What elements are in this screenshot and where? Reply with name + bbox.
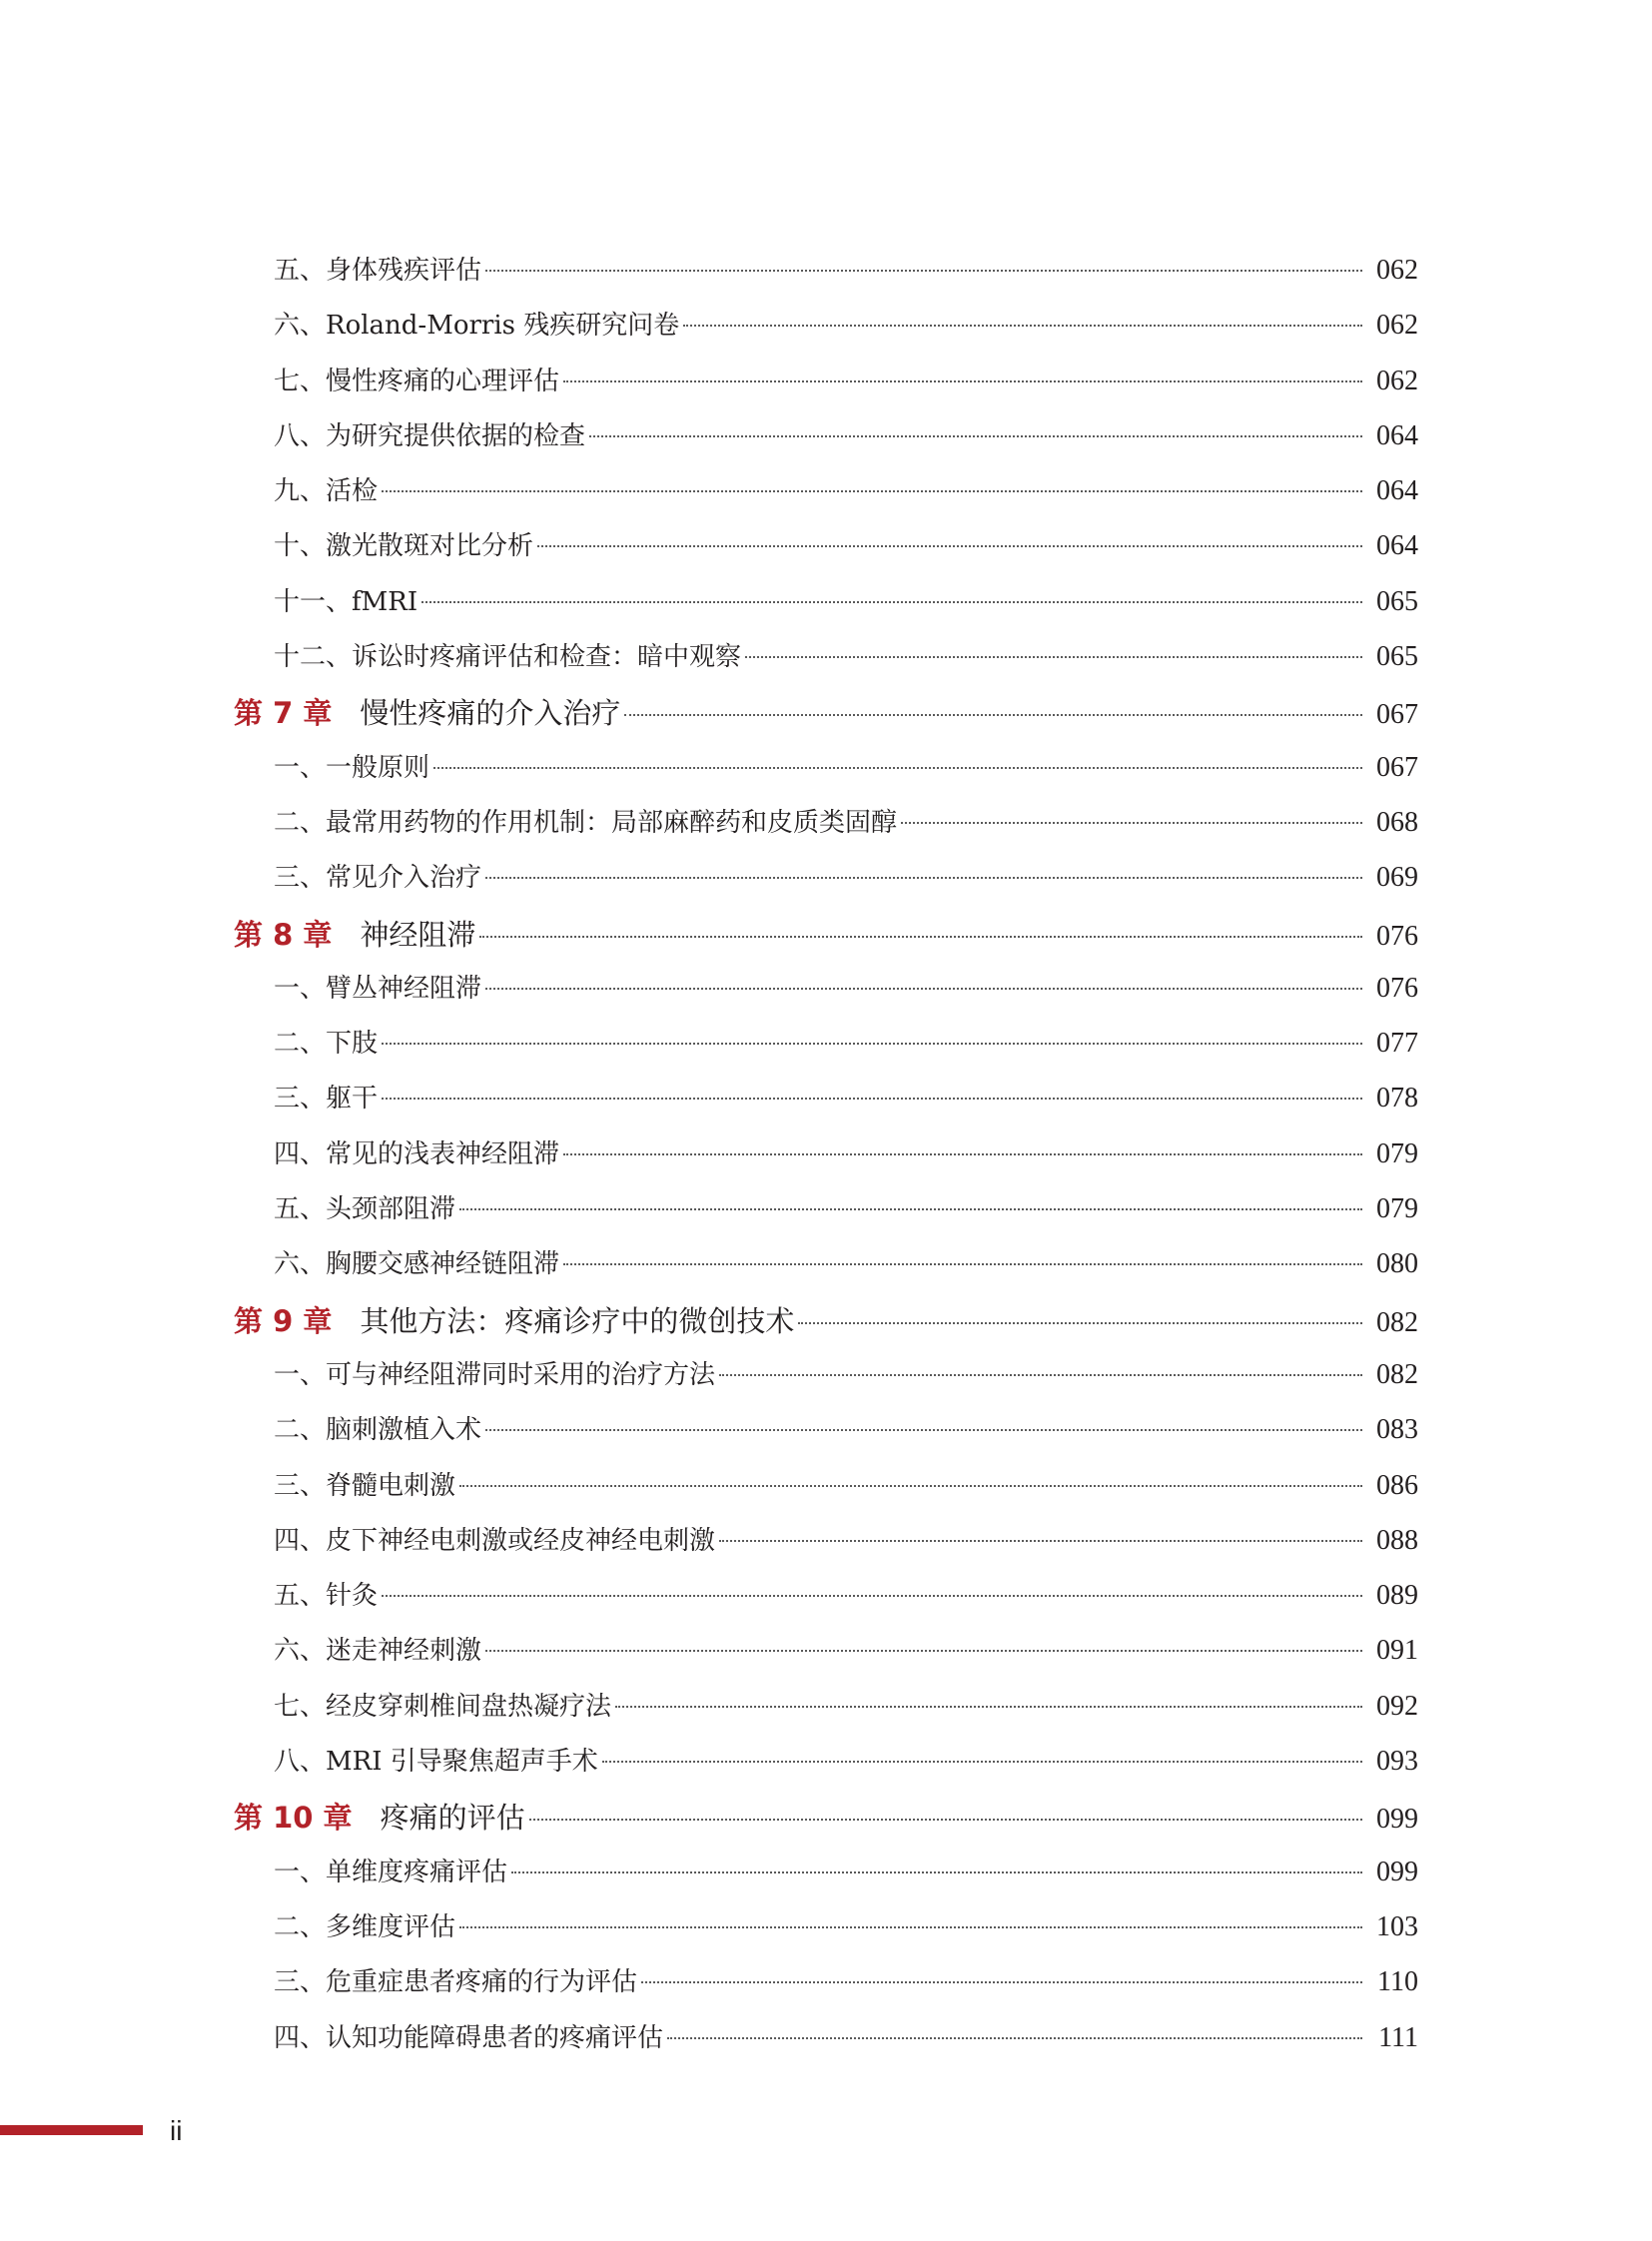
section-title: 七、慢性疼痛的心理评估 [274,366,560,396]
toc-section-entry[interactable] [234,415,1418,470]
toc-chapter-entry[interactable] [234,691,1418,746]
page-number: 093 [1376,1746,1418,1778]
section-title: 一、臂丛神经阻滞 [274,973,482,1004]
section-title: 五、头颈部阻滞 [274,1194,456,1225]
toc-section-entry[interactable] [234,361,1418,415]
section-title: 四、常见的浅表神经阻滞 [274,1138,560,1169]
dot-leader [589,435,1362,437]
footer-page-number: ii [170,2115,183,2146]
toc-chapter-entry[interactable] [234,1796,1418,1851]
toc-section-entry[interactable] [234,1133,1418,1188]
section-title: 三、脊髓电刺激 [274,1470,456,1501]
page-number: 091 [1376,1635,1418,1667]
section-title: 一、可与神经阻滞同时采用的治疗方法 [274,1359,716,1390]
toc-section-entry[interactable] [234,1906,1418,1961]
footer-accent-bar [0,2125,143,2135]
dot-leader [641,1981,1362,1983]
dot-leader [719,1540,1362,1542]
dot-leader [615,1706,1362,1708]
dot-leader [563,1263,1362,1265]
toc-section-entry[interactable] [234,1575,1418,1630]
page-number: 092 [1376,1690,1418,1722]
dot-leader [745,656,1362,658]
dot-leader [624,714,1362,716]
section-title: 二、脑刺激植入术 [274,1415,482,1446]
section-title: 七、经皮穿刺椎间盘热凝疗法 [274,1691,612,1722]
toc-section-entry[interactable] [234,1961,1418,2016]
toc-section-entry[interactable] [234,581,1418,636]
section-title: 三、常见介入治疗 [274,863,482,894]
page-number: 062 [1376,310,1418,342]
page-number: 077 [1376,1028,1418,1060]
page-number: 083 [1376,1414,1418,1446]
page-number: 082 [1376,1306,1418,1338]
chapter-title: 其他方法：疼痛诊疗中的微创技术 [360,1303,795,1338]
dot-leader [382,1043,1362,1045]
toc-section-entry[interactable] [234,305,1418,360]
dot-leader [421,601,1362,603]
section-title: 四、皮下神经电刺激或经皮神经电刺激 [274,1525,716,1556]
chapter-title: 疼痛的评估 [380,1801,525,1836]
toc-section-entry[interactable] [234,636,1418,691]
page-number: 099 [1376,1804,1418,1836]
section-title: 十二、诉讼时疼痛评估和检查：暗中观察 [274,642,742,673]
page-number: 064 [1376,530,1418,562]
toc-section-entry[interactable] [234,1852,1418,1906]
toc-section-entry[interactable] [234,525,1418,580]
section-title: 二、多维度评估 [274,1911,456,1942]
chapter-number: 第 7 章 [234,696,333,731]
toc-chapter-entry[interactable] [234,913,1418,968]
page-number: 067 [1376,751,1418,783]
chapter-number: 第 9 章 [234,1303,333,1338]
page-number: 078 [1376,1083,1418,1115]
section-title: 六、Roland-Morris 残疾研究问卷 [274,311,680,342]
page-number: 064 [1376,475,1418,507]
toc-section-entry[interactable] [234,470,1418,525]
toc-section-entry[interactable] [234,1409,1418,1464]
page-number: 086 [1376,1469,1418,1501]
page-number: 088 [1376,1524,1418,1556]
section-title: 一、一般原则 [274,752,430,783]
toc-section-entry[interactable] [234,2017,1418,2072]
dot-leader [537,545,1362,547]
section-title: 三、危重症患者疼痛的行为评估 [274,1967,638,1998]
section-title: 一、单维度疼痛评估 [274,1857,508,1887]
dot-leader [667,2037,1362,2039]
toc-section-entry[interactable] [234,1188,1418,1243]
toc-section-entry[interactable] [234,1630,1418,1685]
toc-section-entry[interactable] [234,1520,1418,1575]
page-number: 064 [1376,419,1418,451]
dot-leader [683,325,1362,327]
dot-leader [485,988,1362,990]
dot-leader [485,1429,1362,1431]
dot-leader [719,1374,1362,1376]
dot-leader [798,1322,1362,1324]
page-number: 110 [1377,1966,1418,1998]
toc-chapter-entry[interactable] [234,1299,1418,1354]
section-title: 五、针灸 [274,1581,379,1612]
page-number: 079 [1376,1193,1418,1225]
page-number: 079 [1376,1137,1418,1169]
page-number: 080 [1376,1248,1418,1280]
dot-leader [459,1926,1362,1928]
dot-leader [433,767,1362,769]
page-number: 062 [1376,255,1418,286]
toc-section-entry[interactable] [234,1465,1418,1520]
dot-leader [511,1871,1362,1873]
toc-section-entry[interactable] [234,1741,1418,1796]
dot-leader [485,1650,1362,1652]
chapter-number: 第 8 章 [234,917,333,952]
section-title: 三、躯干 [274,1084,379,1115]
page-number: 099 [1376,1856,1418,1887]
dot-leader [479,936,1362,938]
section-title: 五、身体残疾评估 [274,256,482,286]
toc-section-entry[interactable] [234,250,1418,305]
page-number: 103 [1376,1910,1418,1942]
section-title: 六、胸腰交感神经链阻滞 [274,1249,560,1280]
chapter-title: 神经阻滞 [360,917,476,952]
toc-section-entry[interactable] [234,1078,1418,1132]
toc-section-entry[interactable] [234,1243,1418,1298]
section-title: 六、迷走神经刺激 [274,1636,482,1667]
toc-section-entry[interactable] [234,747,1418,802]
dot-leader [382,490,1362,492]
toc-section-entry[interactable] [234,1354,1418,1409]
dot-leader [563,1153,1362,1155]
toc-section-entry[interactable] [234,802,1418,857]
section-title: 八、为研究提供依据的检查 [274,420,586,451]
page-number: 069 [1376,862,1418,894]
section-title: 八、MRI 引导聚焦超声手术 [274,1747,598,1778]
page-number: 082 [1376,1358,1418,1390]
dot-leader [602,1761,1362,1763]
section-title: 十一、fMRI [274,586,418,617]
section-title: 四、认知功能障碍患者的疼痛评估 [274,2022,664,2053]
page-number: 068 [1376,806,1418,838]
toc-section-entry[interactable] [234,968,1418,1023]
section-title: 二、最常用药物的作用机制：局部麻醉药和皮质类固醇 [274,807,898,838]
dot-leader [459,1208,1362,1210]
dot-leader [529,1819,1362,1821]
dot-leader [485,877,1362,879]
page-number: 067 [1376,699,1418,731]
page-number: 065 [1376,585,1418,617]
section-title: 九、活检 [274,476,379,507]
page-number: 065 [1376,641,1418,673]
page-number: 062 [1376,365,1418,396]
page-number: 076 [1376,972,1418,1004]
page-number: 111 [1378,2021,1418,2053]
page-number: 089 [1376,1580,1418,1612]
chapter-number: 第 10 章 [234,1801,353,1836]
section-title: 十、激光散斑对比分析 [274,531,534,562]
dot-leader [563,380,1362,382]
toc-section-entry[interactable] [234,857,1418,912]
dot-leader [459,1485,1362,1487]
page-number: 076 [1376,920,1418,952]
section-title: 二、下肢 [274,1029,379,1060]
dot-leader [485,270,1362,272]
table-of-contents [234,250,1418,2072]
toc-section-entry[interactable] [234,1023,1418,1078]
dot-leader [901,822,1362,824]
toc-section-entry[interactable] [234,1686,1418,1741]
dot-leader [382,1098,1362,1100]
chapter-title: 慢性疼痛的介入治疗 [360,696,621,731]
dot-leader [382,1595,1362,1597]
